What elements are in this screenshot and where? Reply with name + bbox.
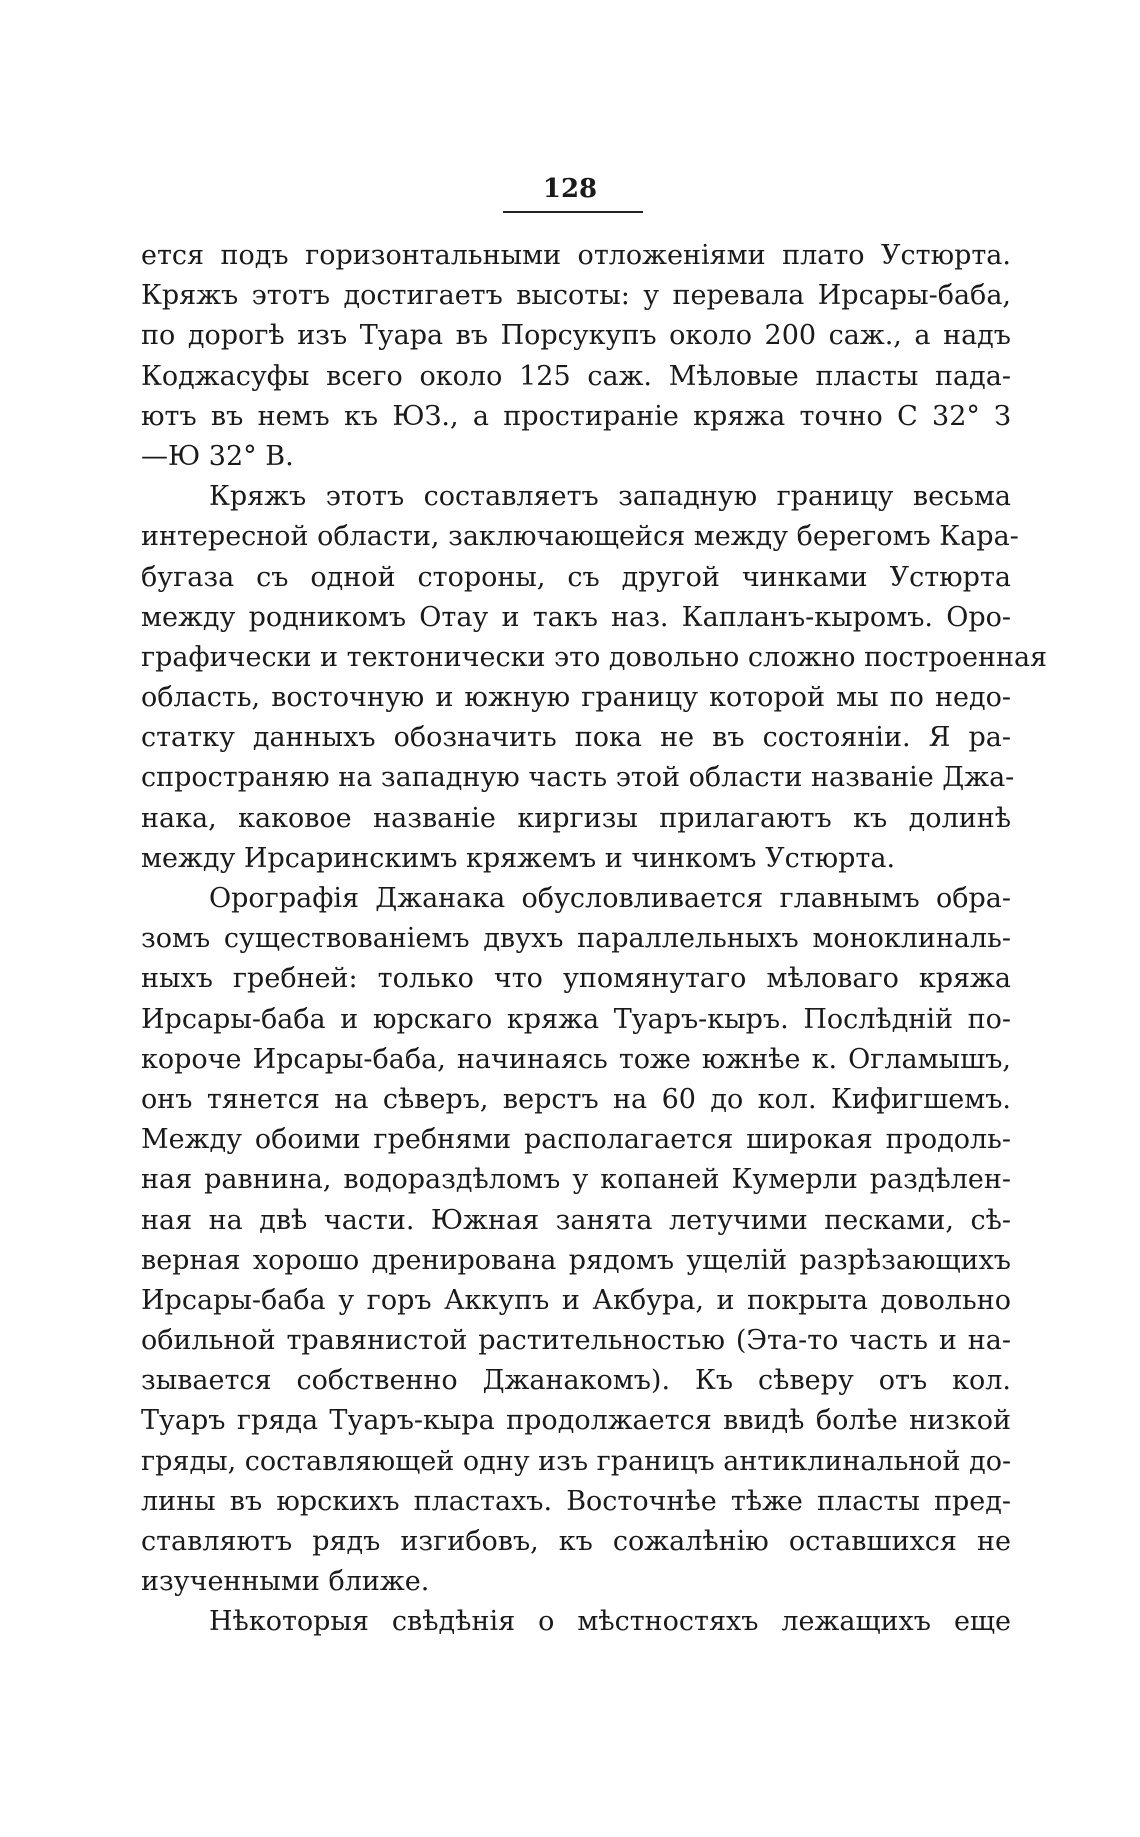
text-line: зомъ существованіемъ двухъ параллельныхъ моноклиналь- [141,923,1011,955]
paragraph [141,236,1011,477]
text-line: ная равнина, водораздѣломъ у копаней Кумерли раздѣлен- [141,1164,1011,1196]
text-line: онъ тянется на сѣверъ, верстъ на 60 до кол. Кифигшемъ. [141,1083,1011,1115]
text-line: между Ирсаринскимъ кряжемъ и чинкомъ Устюрта. [141,842,896,874]
body-text [141,236,1048,1643]
text-line: нака, каковое названіе киргизы прилагаютъ къ долинѣ [141,802,1011,834]
text-line: ныхъ гребней: только что упомянутаго мѣловаго кряжа [141,963,1011,995]
text-line: область, восточную и южную границу которой мы по недо- [141,682,1011,714]
text-line: Кряжъ этотъ составляетъ западную границу весьма [209,481,1011,513]
text-line: лины въ юрскихъ пластахъ. Восточнѣе тѣже пласты пред- [141,1485,1011,1517]
text-line: бугаза съ одной стороны, съ другой чинками Устюрта [141,561,1011,593]
text-line: ная на двѣ части. Южная занята летучими песками, сѣ- [141,1204,1011,1236]
text-line: гряды, составляющей одну изъ границъ антиклинальной до- [141,1445,1012,1477]
text-line: ютъ въ немъ къ ЮЗ., а простираніе кряжа точно С 32° З [141,400,1011,432]
page-number-rule [503,211,643,213]
text-line: по дорогѣ изъ Туара въ Порсукупъ около 200 саж., а надъ [141,320,1011,352]
text-line: интересной области, заключающейся между берегомъ Кара- [141,521,1019,553]
text-line: статку данныхъ обозначить пока не въ состояніи. Я ра- [141,722,1011,754]
text-line: Туаръ гряда Туаръ-кыра продолжается ввидѣ болѣе низкой [141,1405,1011,1437]
paragraph [141,879,1011,1602]
text-line: Ирсары-баба и юрскаго кряжа Туаръ-кыръ. Послѣдній по- [141,1003,1011,1035]
text-line: зывается собственно Джанакомъ). Къ сѣверу отъ кол. [141,1365,1011,1397]
text-line: —Ю 32° В. [141,440,294,472]
text-line: ставляютъ рядъ изгибовъ, къ сожалѣнію оставшихся не [141,1526,1011,1557]
text-line: Коджасуфы всего около 125 саж. Мѣловые пласты пада- [141,360,1011,392]
text-line: спространяю на западную часть этой области названіе Джа- [141,762,1015,794]
page-number: 128 [542,174,598,204]
text-line: Ирсары-баба у горъ Аккупъ и Акбура, и покрыта довольно [141,1284,1011,1316]
text-line: Нѣкоторыя свѣдѣнія о мѣстностяхъ лежащихъ еще [209,1606,1011,1638]
paragraph [141,1602,1011,1642]
text-line: графически и тектонически это довольно сложно построенная [141,641,1048,673]
text-line: ется подъ горизонтальными отложеніями плато Устюрта. [141,240,1011,271]
text-line: обильной травянистой растительностью (Эта-то часть и на- [141,1325,1011,1357]
paragraph [141,477,1048,879]
text-line: верная хорошо дренирована рядомъ ущелій разрѣзающихъ [141,1244,1011,1276]
text-line: изученными ближе. [141,1566,430,1598]
text-line: короче Ирсары-баба, начинаясь тоже южнѣе к. Огламышъ, [141,1043,1011,1075]
text-line: между родникомъ Отау и такъ наз. Капланъ-кыромъ. Оро- [141,601,1011,633]
text-line: Орографія Джанака обусловливается главнымъ обра- [209,883,1011,914]
text-line: Кряжъ этотъ достигаетъ высоты: у перевала Ирсары-баба, [141,280,1011,312]
text-line: Между обоими гребнями располагается широкая продоль- [141,1124,1011,1156]
